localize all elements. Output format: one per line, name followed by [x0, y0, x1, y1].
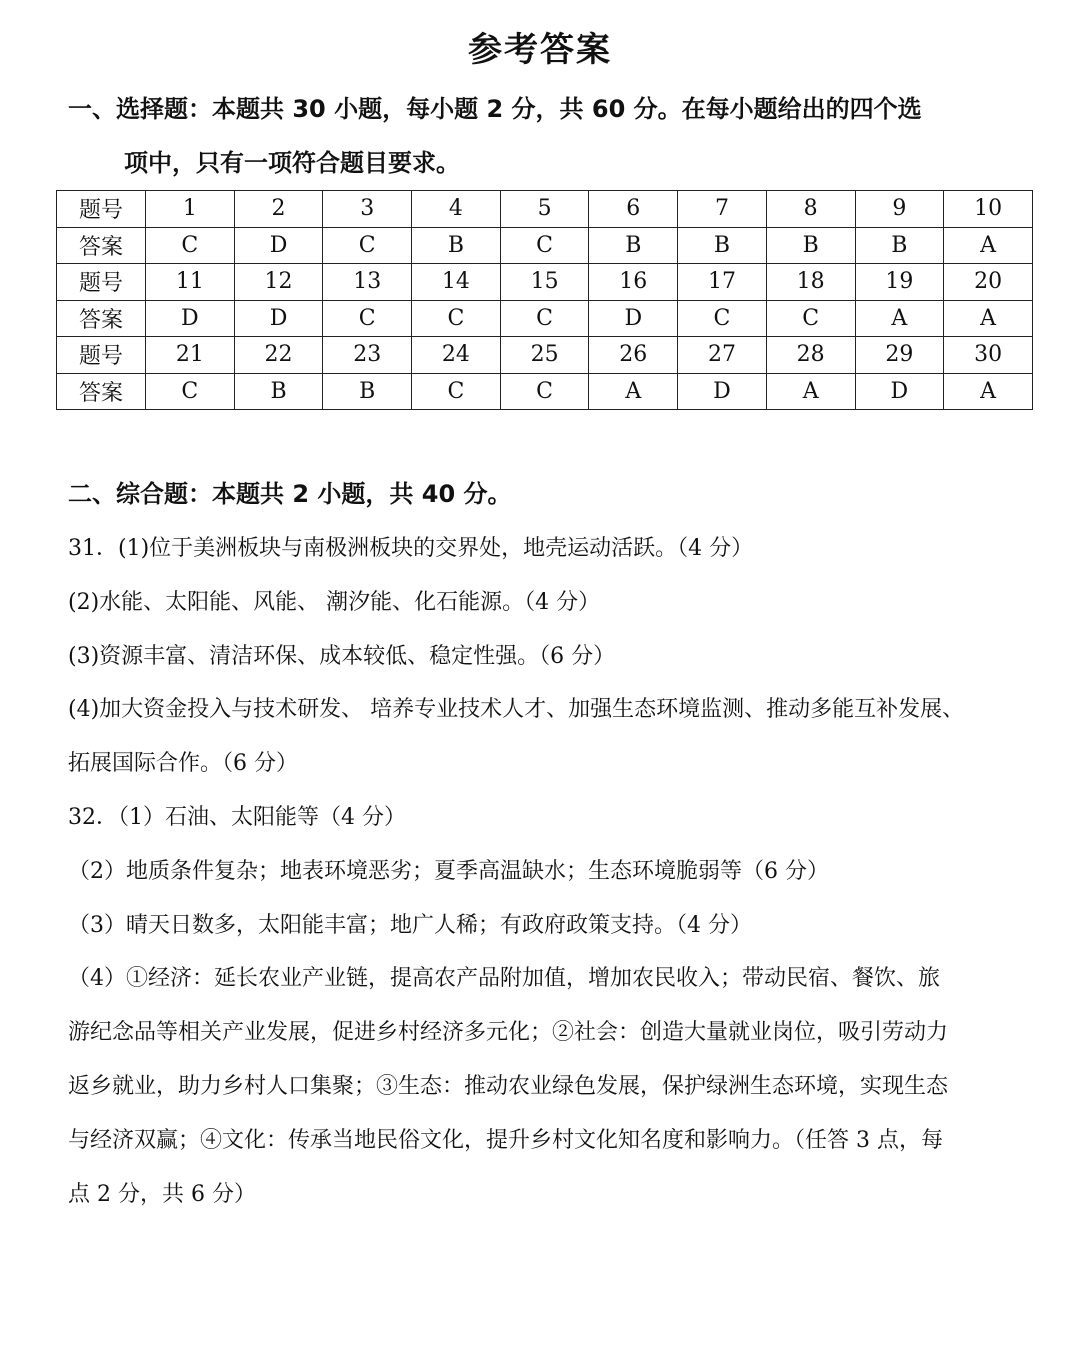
answer-table-body [57, 191, 1033, 410]
answer-cell: D [146, 300, 235, 337]
answer-line: 31．(1)位于美洲板块与南极洲板块的交界处，地壳运动活跃。（4 分） [68, 536, 754, 561]
question-number-cell: 3 [323, 191, 412, 228]
question-number-cell: 15 [500, 264, 589, 301]
question-number-row [57, 264, 1033, 301]
row-label: 答案 [57, 227, 146, 264]
question-number-cell: 17 [678, 264, 767, 301]
answer-line: 返乡就业，助力乡村人口集聚；③生态：推动农业绿色发展，保护绿洲生态环境，实现生态 [68, 1073, 949, 1099]
answer-line: (2)水能、太阳能、风能、 潮汐能、化石能源。（4 分） [68, 589, 601, 615]
answer-cell: C [412, 373, 501, 410]
answer-cell: A [944, 373, 1033, 410]
section1-heading-line2: 项中，只有一项符合题目要求。 [124, 149, 460, 177]
row-label: 题号 [57, 191, 146, 228]
question-number-cell: 30 [944, 337, 1033, 374]
answer-cell: C [766, 300, 855, 337]
question-number-cell: 20 [944, 264, 1033, 301]
answer-cell: B [412, 227, 501, 264]
answer-cell: A [944, 300, 1033, 337]
question-number-cell: 8 [766, 191, 855, 228]
answer-cell: D [678, 373, 767, 410]
answer-row [57, 227, 1033, 264]
question-number-cell: 27 [678, 337, 767, 374]
answer-line: 点 2 分，共 6 分） [68, 1181, 256, 1207]
row-label: 题号 [57, 337, 146, 374]
answer-line: （3）晴天日数多，太阳能丰富；地广人稀；有政府政策支持。（4 分） [68, 912, 752, 938]
section1-heading-line1: 一、选择题：本题共 30 小题，每小题 2 分，共 60 分。在每小题给出的四个选 [68, 95, 922, 123]
section2-heading: 二、综合题：本题共 2 小题，共 40 分。 [68, 480, 512, 508]
question-number-cell: 18 [766, 264, 855, 301]
question-number-cell: 9 [855, 191, 944, 228]
answer-line: （4）①经济：延长农业产业链，提高农产品附加值，增加农民收入；带动民宿、餐饮、旅 [68, 966, 941, 992]
answer-cell: C [500, 300, 589, 337]
answer-cell: C [146, 373, 235, 410]
row-label: 答案 [57, 373, 146, 410]
question-number-cell: 13 [323, 264, 412, 301]
answer-cell: B [766, 227, 855, 264]
answer-cell: A [766, 373, 855, 410]
answer-cell: A [944, 227, 1033, 264]
question-number-cell: 5 [500, 191, 589, 228]
answer-cell: C [323, 300, 412, 337]
answer-line: 游纪念品等相关产业发展，促进乡村经济多元化；②社会：创造大量就业岗位，吸引劳动力 [68, 1020, 949, 1046]
question-number-cell: 7 [678, 191, 767, 228]
answer-cell: D [589, 300, 678, 337]
answer-table [56, 190, 1033, 410]
question-number-cell: 16 [589, 264, 678, 301]
answer-cell: D [234, 300, 323, 337]
answer-cell: C [500, 227, 589, 264]
answer-cell: A [855, 300, 944, 337]
section1-heading [68, 82, 1028, 190]
answer-cell: C [146, 227, 235, 264]
question-number-cell: 12 [234, 264, 323, 301]
question-number-cell: 24 [412, 337, 501, 374]
answer-cell: C [678, 300, 767, 337]
question-number-cell: 10 [944, 191, 1033, 228]
section2-answers [68, 522, 1028, 1221]
row-label: 答案 [57, 300, 146, 337]
page-title: 参考答案 [468, 30, 612, 70]
answer-cell: C [500, 373, 589, 410]
question-number-cell: 23 [323, 337, 412, 374]
answer-line: 与经济双赢；④文化：传承当地民俗文化，提升乡村文化知名度和影响力。（任答 3 点，每 [68, 1127, 943, 1153]
question-number-cell: 1 [146, 191, 235, 228]
answer-line: （2）地质条件复杂；地表环境恶劣；夏季高温缺水；生态环境脆弱等（6 分） [68, 858, 829, 884]
question-number-cell: 28 [766, 337, 855, 374]
answer-cell: B [855, 227, 944, 264]
question-number-cell: 11 [146, 264, 235, 301]
question-number-cell: 22 [234, 337, 323, 374]
question-number-row [57, 337, 1033, 374]
answer-cell: B [323, 373, 412, 410]
answer-line: 拓展国际合作。（6 分） [68, 751, 298, 777]
question-number-cell: 26 [589, 337, 678, 374]
answer-cell: C [412, 300, 501, 337]
question-number-cell: 19 [855, 264, 944, 301]
answer-line: 32．（1）石油、太阳能等（4 分） [68, 804, 406, 830]
answer-line: (4)加大资金投入与技术研发、 培养专业技术人才、加强生态环境监测、推动多能互补发展、 [68, 697, 965, 723]
answer-line: (3)资源丰富、清洁环保、成本较低、稳定性强。（6 分） [68, 643, 616, 669]
answer-cell: C [323, 227, 412, 264]
answer-cell: D [855, 373, 944, 410]
question-number-cell: 2 [234, 191, 323, 228]
answer-cell: B [678, 227, 767, 264]
answer-row [57, 373, 1033, 410]
answer-cell: A [589, 373, 678, 410]
question-number-row [57, 191, 1033, 228]
answer-cell: D [234, 227, 323, 264]
question-number-cell: 14 [412, 264, 501, 301]
row-label: 题号 [57, 264, 146, 301]
question-number-cell: 25 [500, 337, 589, 374]
answer-cell: B [234, 373, 323, 410]
question-number-cell: 21 [146, 337, 235, 374]
question-number-cell: 29 [855, 337, 944, 374]
question-number-cell: 4 [412, 191, 501, 228]
question-number-cell: 6 [589, 191, 678, 228]
answer-row [57, 300, 1033, 337]
answer-cell: B [589, 227, 678, 264]
